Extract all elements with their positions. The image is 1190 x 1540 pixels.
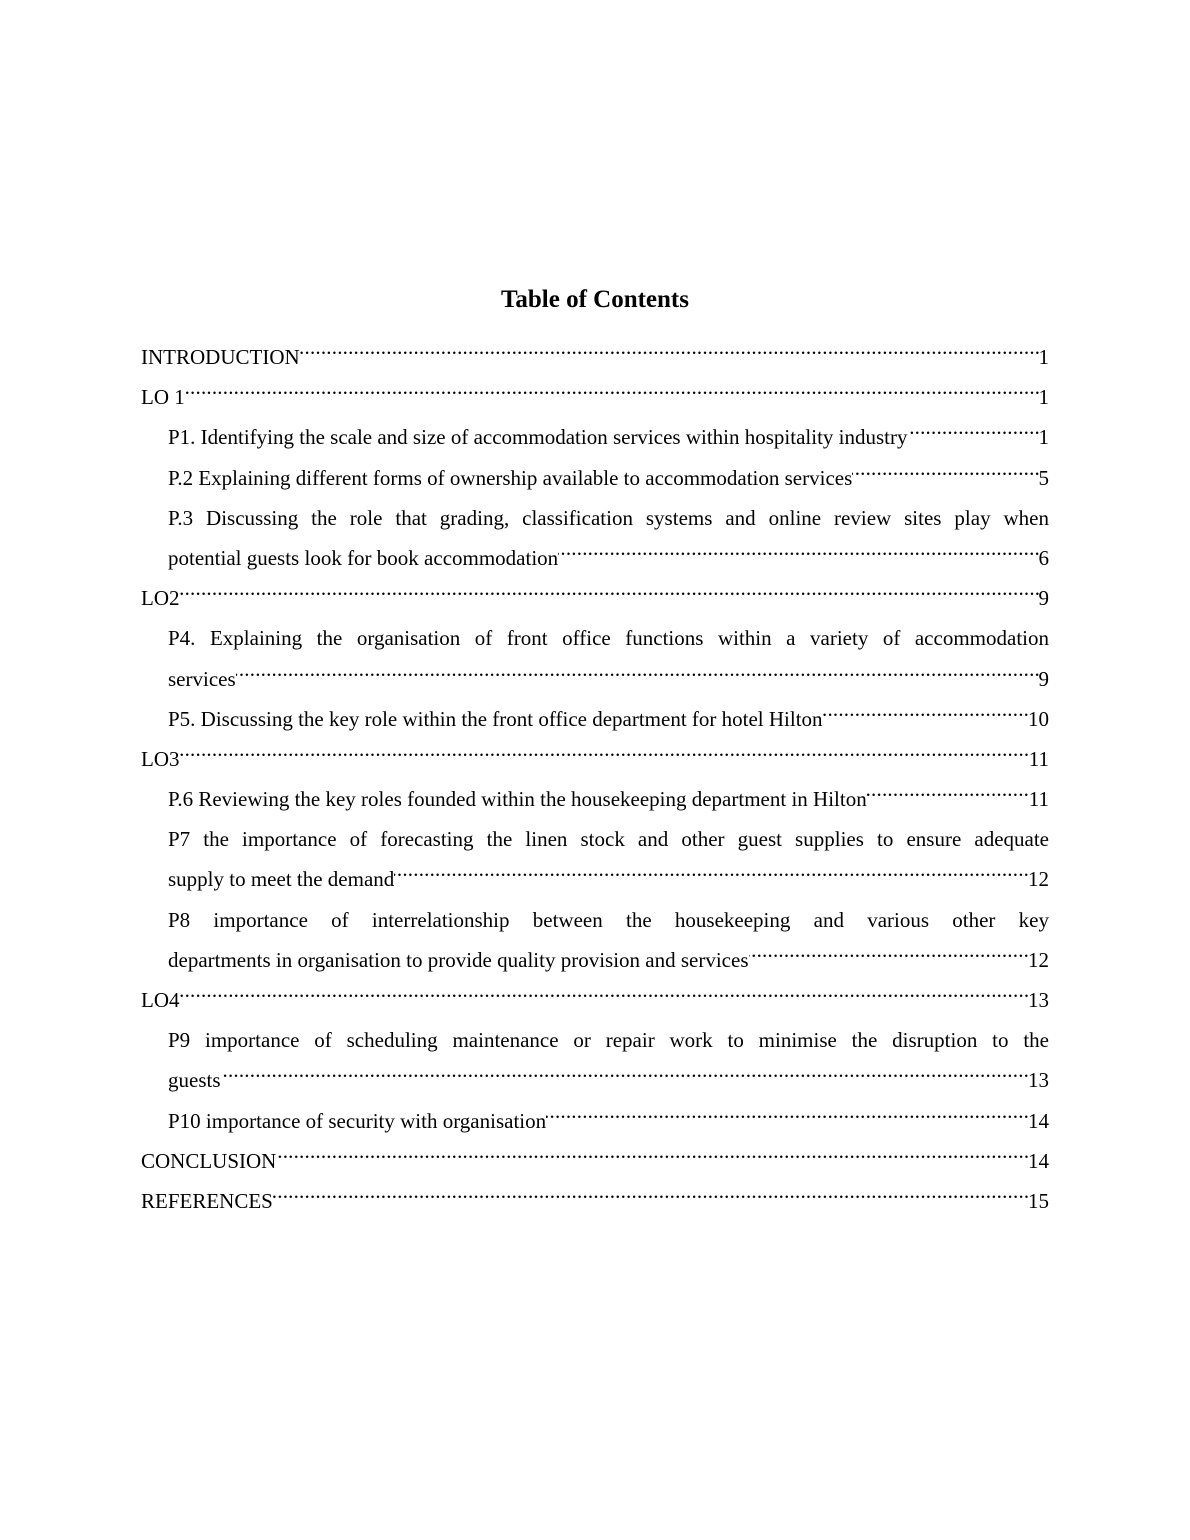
- toc-entry-text: LO 1: [141, 385, 185, 410]
- toc-entry-line: [141, 337, 1049, 377]
- toc-page-number: 9: [1039, 578, 1050, 618]
- toc-entry-text-first-line: P8 importance of interrelationship between the housekeeping and various other key: [168, 907, 1049, 932]
- toc-entry-text-first-line: P4. Explaining the organisation of front office functions within a variety of accommodation: [168, 626, 1049, 651]
- toc-page-number: 5: [1039, 458, 1050, 498]
- toc-entry[interactable]: [141, 1141, 1049, 1181]
- toc-entry-line: [168, 940, 1049, 980]
- toc-entry-text: departments in organisation to provide quality provision and services: [168, 947, 749, 972]
- toc-entry-line: [141, 739, 1049, 779]
- toc-entry-text: LO4: [141, 988, 180, 1013]
- toc-entry[interactable]: [141, 458, 1049, 498]
- toc-entry-text: P10 importance of security with organisation: [168, 1108, 547, 1133]
- table-of-contents: [141, 337, 1049, 1221]
- toc-entry-line: [141, 1181, 1049, 1221]
- toc-entry[interactable]: [141, 739, 1049, 779]
- toc-entry-text: potential guests look for book accommodation: [168, 545, 559, 570]
- toc-entry-text: guests: [168, 1068, 221, 1093]
- toc-entry[interactable]: [141, 819, 1049, 899]
- toc-page-number: 12: [1028, 940, 1049, 980]
- dot-leader: [141, 1141, 1049, 1171]
- toc-page-number: 14: [1028, 1141, 1049, 1181]
- dot-leader: [141, 980, 1049, 1013]
- toc-entry-text-first-line: P.3 Discussing the role that grading, classification systems and online review sites play when: [168, 505, 1049, 530]
- toc-entry-text: P1. Identifying the scale and size of accommodation services within hospitality industry: [168, 425, 908, 450]
- toc-entry-text: supply to meet the demand: [168, 867, 395, 892]
- toc-page-number: 13: [1028, 980, 1049, 1020]
- toc-entry-text: LO3: [141, 746, 180, 771]
- toc-entry[interactable]: [141, 377, 1049, 417]
- toc-entry-line: [141, 377, 1049, 417]
- toc-entry[interactable]: [141, 1101, 1049, 1141]
- toc-entry-line: [168, 1101, 1049, 1141]
- toc-entry-text: REFERENCES: [141, 1189, 273, 1214]
- toc-entry-text: P5. Discussing the key role within the front office department for hotel Hilton: [168, 706, 823, 731]
- toc-page-number: 9: [1039, 659, 1050, 699]
- toc-entry[interactable]: [141, 980, 1049, 1020]
- dot-leader: [168, 1060, 1049, 1093]
- toc-page-number: 11: [1029, 779, 1049, 819]
- toc-entry[interactable]: [141, 1020, 1049, 1100]
- dot-leader: [168, 659, 1049, 689]
- toc-entry-line: [168, 659, 1049, 699]
- toc-entry-text: INTRODUCTION: [141, 345, 300, 369]
- toc-page-number: 6: [1039, 538, 1050, 578]
- toc-entry-text-first-line: P7 the importance of forecasting the linen stock and other guest supplies to ensure adequate: [168, 827, 1049, 852]
- toc-page-number: 15: [1028, 1181, 1049, 1221]
- toc-entry-line: [141, 578, 1049, 618]
- toc-page-number: 1: [1039, 417, 1050, 457]
- toc-page-number: 1: [1039, 337, 1050, 377]
- toc-entry[interactable]: [141, 618, 1049, 698]
- page-title: Table of Contents: [501, 286, 689, 313]
- dot-leader: [141, 739, 1049, 769]
- toc-page-number: 13: [1028, 1060, 1049, 1100]
- toc-page-number: 14: [1028, 1101, 1049, 1141]
- toc-entry-line: [168, 699, 1049, 739]
- toc-page-number: 11: [1029, 739, 1049, 779]
- toc-page-number: 1: [1039, 377, 1050, 417]
- dot-leader: [141, 1181, 1049, 1214]
- toc-entry-line: [168, 779, 1049, 819]
- toc-entry-text: CONCLUSION: [141, 1148, 277, 1173]
- toc-entry-line: [168, 1060, 1049, 1100]
- toc-entry-line: [168, 859, 1049, 899]
- toc-page-number: 12: [1028, 859, 1049, 899]
- toc-entry-line: [168, 538, 1049, 578]
- toc-page-number: 10: [1028, 699, 1049, 739]
- toc-entry[interactable]: [141, 337, 1049, 377]
- toc-entry-line: [168, 417, 1049, 457]
- toc-entry-text-first-line: P9 importance of scheduling maintenance or repair work to minimise the disruption to the: [168, 1028, 1049, 1053]
- toc-entry[interactable]: [141, 779, 1049, 819]
- toc-entry[interactable]: [141, 417, 1049, 457]
- dot-leader: [141, 578, 1049, 611]
- toc-entry[interactable]: [141, 900, 1049, 980]
- toc-entry[interactable]: [141, 699, 1049, 739]
- toc-entry-text: P.6 Reviewing the key roles founded within the housekeeping department in Hilton: [168, 787, 867, 812]
- toc-entry-text: P.2 Explaining different forms of ownership available to accommodation services: [168, 465, 853, 490]
- toc-entry-text: LO2: [141, 586, 180, 611]
- toc-entry-line: [168, 458, 1049, 498]
- toc-entry-text: services: [168, 666, 236, 691]
- toc-entry-line: [141, 980, 1049, 1020]
- toc-entry[interactable]: [141, 1181, 1049, 1221]
- dot-leader: [141, 377, 1049, 410]
- toc-entry[interactable]: [141, 498, 1049, 578]
- toc-entry-line: [141, 1141, 1049, 1181]
- toc-entry[interactable]: [141, 578, 1049, 618]
